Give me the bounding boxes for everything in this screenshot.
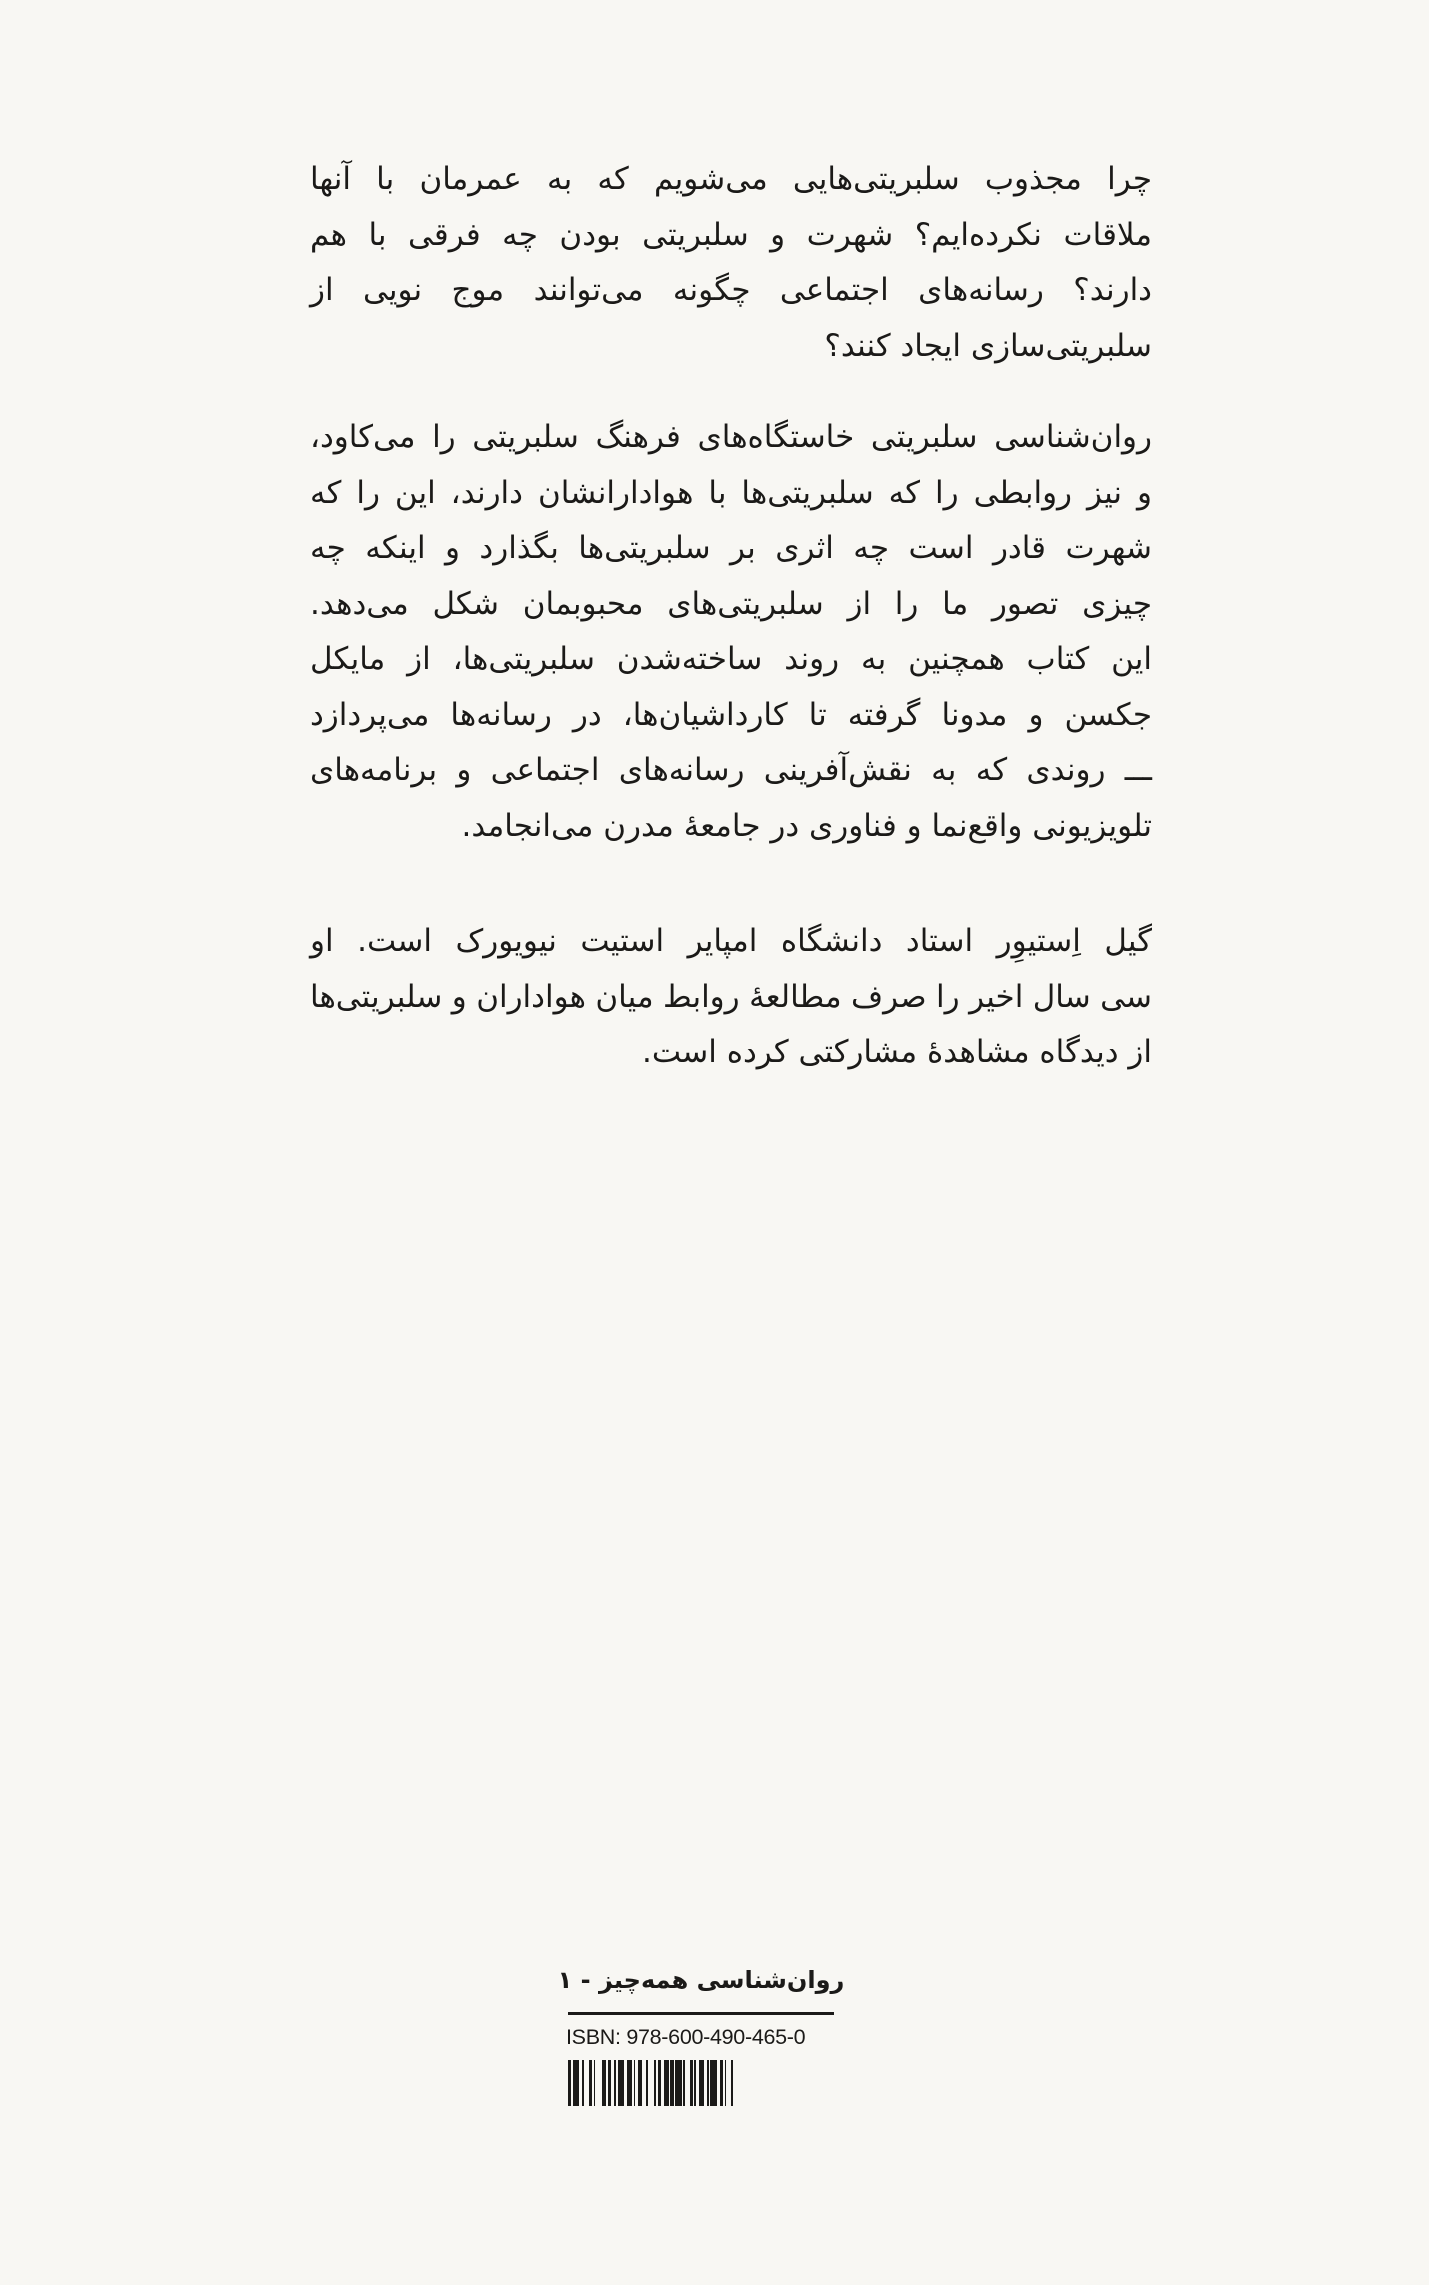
barcode-bar (710, 2060, 716, 2106)
barcode (568, 2060, 834, 2106)
text-line: این کتاب همچنین به روند ساخته‌شدن سلبریتی‌ها، از مایکل (310, 641, 1152, 677)
barcode-bar (664, 2060, 669, 2106)
text-line: سی سال اخیر را صرف مطالعهٔ روابط میان هواداران و سلبریتی‌ها (310, 978, 1152, 1015)
barcode-bar (582, 2060, 584, 2106)
text-line: و نیز روابطی را که سلبریتی‌ها با هوادارانشان دارند، این را که (310, 474, 1152, 511)
barcode-bar (627, 2060, 632, 2106)
barcode-bar (618, 2060, 624, 2106)
barcode-bar (731, 2060, 733, 2106)
text-line: سلبریتی‌سازی ایجاد کنند؟ (824, 327, 1152, 364)
text-line: گیل اِستیوِر استاد دانشگاه امپایر استیت نیویورک است. او (310, 923, 1152, 959)
barcode-bar (614, 2060, 616, 2106)
barcode-bar (634, 2060, 636, 2106)
isbn-number: ISBN: 978-600-490-465-0 (566, 2025, 806, 2049)
text-line: روان‌شناسی سلبریتی خاستگاه‌های فرهنگ سلبریتی را می‌کاود، (310, 419, 1152, 455)
barcode-bar (602, 2060, 607, 2106)
barcode-bar (699, 2060, 704, 2106)
blurb-paragraph-author-bio (310, 914, 1152, 1081)
series-title: روان‌شناسی همه‌چیز - ۱ (557, 1966, 845, 1994)
barcode-bar (675, 2060, 681, 2106)
barcode-bar (594, 2060, 596, 2106)
divider (568, 2012, 834, 2015)
barcode-bar (694, 2060, 696, 2106)
text-line: ـــ روندی که به نقش‌آفرینی رسانه‌های اجتماعی و برنامه‌های (310, 752, 1152, 788)
barcode-bar (707, 2060, 709, 2106)
text-line: چیزی تصور ما را از سلبریتی‌های محبوبمان شکل می‌دهد. (310, 585, 1152, 622)
barcode-bar (725, 2060, 727, 2106)
text-line: جکسن و مدونا گرفته تا کارداشیان‌ها، در رسانه‌ها می‌پردازد (310, 696, 1152, 733)
barcode-bar (654, 2060, 656, 2106)
text-line: ملاقات نکرده‌ایم؟ شهرت و سلبریتی بودن چه فرقی با هم (310, 216, 1152, 253)
barcode-bar (589, 2060, 592, 2106)
text-line: از دیدگاه مشاهدهٔ مشارکتی کرده است. (642, 1034, 1152, 1070)
barcode-bar (638, 2060, 641, 2106)
blurb-paragraph-description (310, 410, 1152, 854)
barcode-bar (608, 2060, 611, 2106)
barcode-bar (573, 2060, 579, 2106)
barcode-bar (658, 2060, 661, 2106)
barcode-bar (690, 2060, 693, 2106)
barcode-bar (683, 2060, 685, 2106)
barcode-bar (568, 2060, 571, 2106)
blurb-paragraph-questions (310, 152, 1152, 374)
text-line: شهرت قادر است چه اثری بر سلبریتی‌ها بگذارد و اینکه چه (310, 530, 1152, 566)
text-line: تلویزیونی واقع‌نما و فناوری در جامعهٔ مدرن می‌انجامد. (461, 807, 1152, 844)
barcode-bar (646, 2060, 648, 2106)
barcode-bar (670, 2060, 673, 2106)
text-line: دارند؟ رسانه‌های اجتماعی چگونه می‌توانند موج نویی از (310, 272, 1152, 308)
barcode-bar (720, 2060, 723, 2106)
text-line: چرا مجذوب سلبریتی‌هایی می‌شویم که به عمرمان با آنها (310, 161, 1152, 197)
